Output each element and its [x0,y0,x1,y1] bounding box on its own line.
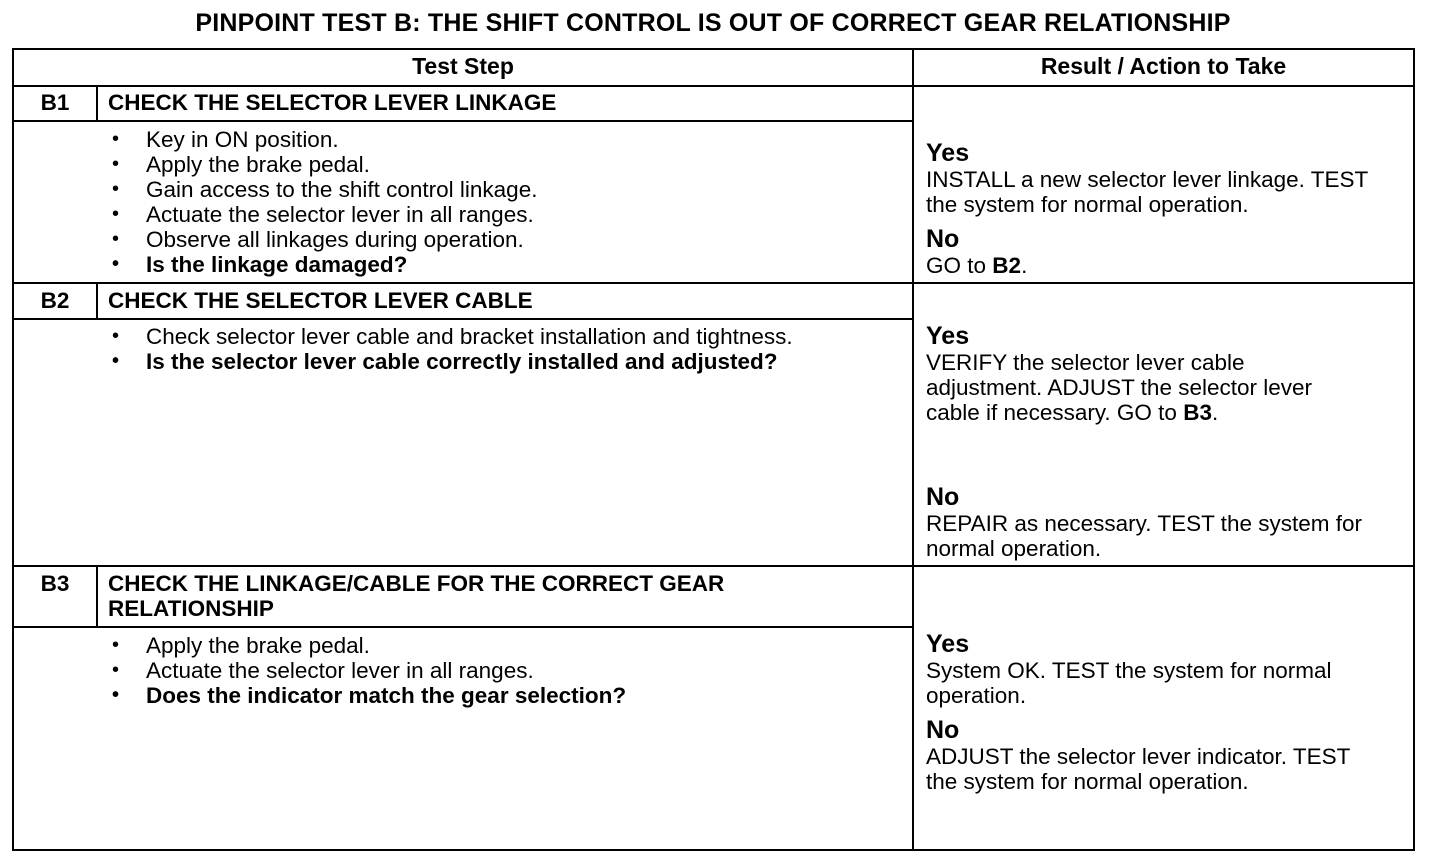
step-list [108,633,898,708]
result-cell-no [926,483,1396,561]
code-divider [96,85,98,122]
step-ref: B2 [992,253,1022,278]
list-item: • Apply the brake pedal. [108,633,898,658]
list-item: • Check selector lever cable and bracket installation and tightness. [108,324,908,349]
page-title: PINPOINT TEST B: THE SHIFT CONTROL IS OUT OF CORRECT GEAR RELATIONSHIP [195,9,1231,37]
header-test-step: Test Step [412,53,514,79]
step-question: • Is the linkage damaged? [108,252,898,277]
row-divider [12,282,1415,284]
yes-label: Yes [926,139,970,167]
step-code: B2 [40,288,70,313]
list-item: • Actuate the selector lever in all ranges. [108,658,898,683]
no-action: ADJUST the selector lever indicator. TEST the system for normal operation. [926,744,1350,794]
no-label: No [926,716,960,744]
yes-action: VERIFY the selector lever cable adjustment. ADJUST the selector lever cable if necessary. GO to B3. [926,350,1313,425]
step-heading: CHECK THE SELECTOR LEVER LINKAGE [108,90,557,115]
yes-action: INSTALL a new selector lever linkage. TEST the system for normal operation. [926,167,1368,217]
step-heading: CHECK THE LINKAGE/CABLE FOR THE CORRECT GEAR RELATIONSHIP [108,571,725,621]
code-divider [96,282,98,320]
yes-label: Yes [926,630,970,658]
step-list [108,127,898,277]
heading-divider [12,318,914,320]
row-divider [12,565,1415,567]
step-question: • Does the indicator match the gear selection? [108,683,898,708]
step-code: B3 [40,571,70,596]
code-divider [96,565,98,628]
heading-divider [12,120,914,122]
step-code: B1 [40,90,70,115]
list-item: • Gain access to the shift control linkage. [108,177,898,202]
yes-label: Yes [926,322,970,350]
step-question: • Is the selector lever cable correctly installed and adjusted? [108,349,908,374]
step-list [108,324,908,374]
heading-divider [12,626,914,628]
list-item: • Actuate the selector lever in all ranges. [108,202,898,227]
result-cell [926,139,1396,278]
list-item: • Apply the brake pedal. [108,152,898,177]
step-ref: B3 [1183,400,1212,425]
no-action: REPAIR as necessary. TEST the system for normal operation. [926,511,1362,561]
header-divider [12,85,1415,87]
header-result: Result / Action to Take [1040,53,1287,79]
result-cell [926,322,1396,425]
step-heading: CHECK THE SELECTOR LEVER CABLE [108,288,533,313]
list-item: • Key in ON position. [108,127,898,152]
no-action: GO to B2. [926,253,1028,278]
result-cell [926,630,1396,794]
no-label: No [926,225,960,253]
list-item: • Observe all linkages during operation. [108,227,898,252]
yes-action: System OK. TEST the system for normal operation. [926,658,1332,708]
no-label: No [926,483,960,511]
column-divider [912,48,914,851]
